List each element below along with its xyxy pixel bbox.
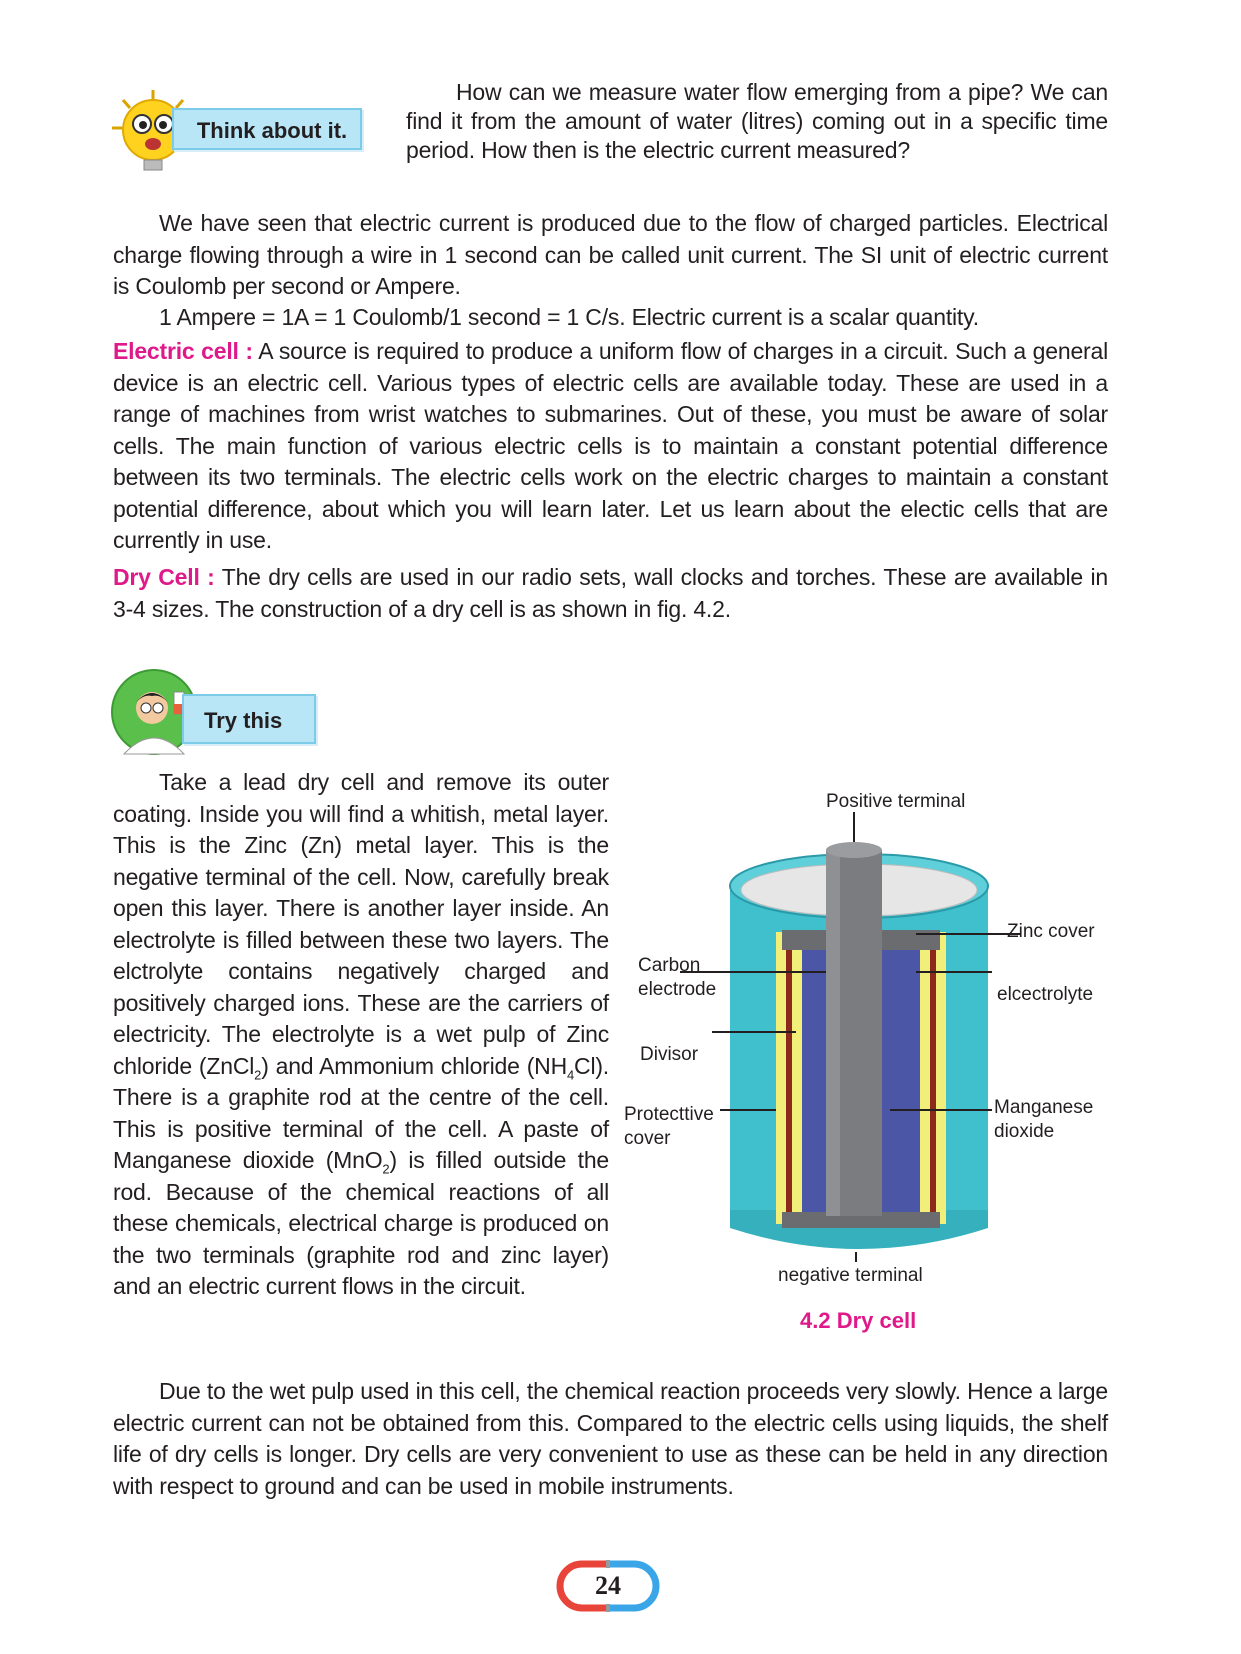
activity-subscript-3: 2 bbox=[382, 1161, 390, 1177]
electric-cell-paragraph bbox=[113, 336, 1108, 557]
intro-paragraph-1: We have seen that electric current is produced due to the flow of charged particles. Electrical charge flowing through a wire in 1 second can be called unit current. The SI unit of electric current is Coulomb per second or Ampere. bbox=[113, 210, 1108, 299]
think-about-it-label: Think about it. bbox=[172, 108, 362, 150]
label-zinc-cover: Zinc cover bbox=[1007, 921, 1095, 942]
intro-paragraph-2: 1 Ampere = 1A = 1 Coulomb/1 second = 1 C/s. Electric current is a scalar quantity. bbox=[159, 304, 979, 330]
activity-text-1: Take a lead dry cell and remove its outer coating. Inside you will find a whitish, metal layer. This is the Zinc (Zn) metal layer. This is the negative terminal of the cell. Now, carefully break open this layer. There is another layer inside. An electrolyte is filled between these two layers. The elctrolyte contains negatively charged and positively charged ions. These are the carriers of electricity. The electrolyte is a wet pulp of Zinc chloride (ZnCl bbox=[113, 769, 609, 1079]
dry-cell-figure bbox=[620, 790, 1120, 1350]
try-this-box bbox=[110, 664, 320, 756]
conclusion-paragraph: Due to the wet pulp used in this cell, the chemical reaction proceeds very slowly. Hence a large electric current can not be obtained from this. Compared to the electric cells using liquids, the shelf life of dry cells is longer. Dry cells are very convenient to use as these can be held in any direction with respect to ground and can be used in mobile instruments. bbox=[113, 1378, 1108, 1499]
dry-cell-term: Dry Cell : bbox=[113, 564, 215, 590]
dry-cell-text: The dry cells are used in our radio sets, wall clocks and torches. These are available in 3-4 sizes. The construction of a dry cell is as shown in fig. 4.2. bbox=[113, 564, 1109, 622]
label-protective-cover-line2: cover bbox=[624, 1128, 671, 1149]
think-about-it-box bbox=[108, 88, 366, 174]
label-manganese-line2: dioxide bbox=[994, 1121, 1055, 1142]
activity-text-3: Cl). There is a graphite rod at the centre of the cell. This is positive terminal of the cell. A paste of Manganese dioxide (MnO bbox=[113, 1052, 610, 1173]
activity-subscript-1: 2 bbox=[254, 1067, 262, 1083]
label-positive-terminal: Positive terminal bbox=[826, 791, 966, 812]
electric-cell-text: A source is required to produce a uniform flow of charges in a circuit. Such a general device is an electric cell. Various types of electric cells are available today. These are used in a range of machines from wrist watches to submarines. Out of these, you must be aware of solar cells. The main function of various electric cells is to maintain a constant potential difference between its two terminals. The electric cells work on the electric charges to maintain a constant potential difference, about which you will learn later. Let us learn about the electic cells that are currently in use. bbox=[113, 338, 1108, 553]
activity-paragraph bbox=[113, 767, 609, 1303]
label-electrolyte: elcectrolyte bbox=[997, 984, 1094, 1005]
dry-cell-paragraph bbox=[113, 562, 1108, 625]
activity-subscript-2: 4 bbox=[567, 1067, 575, 1083]
think-about-it-text: How can we measure water flow emerging from a pipe? We can find it from the amount of water (litres) coming out in a specific time period. How then is the electric current measured? bbox=[406, 79, 1108, 163]
label-negative-terminal: negative terminal bbox=[778, 1265, 923, 1286]
label-carbon-electrode-line2: electrode bbox=[638, 979, 717, 1000]
label-protective-cover-line1: Protecttive bbox=[624, 1104, 714, 1125]
activity-text-4: ) is filled outside the rod. Because of the chemical reactions of all these chemicals, electrical charge is produced on the two terminals (graphite rod and zinc layer) and an electric current flows in the circuit. bbox=[113, 1147, 610, 1299]
try-this-label: Try this bbox=[182, 694, 316, 744]
figure-caption: 4.2 Dry cell bbox=[800, 1308, 917, 1333]
label-carbon-electrode-line1: Carbon bbox=[638, 955, 701, 976]
label-divisor: Divisor bbox=[640, 1044, 699, 1065]
electric-cell-term: Electric cell : bbox=[113, 338, 253, 364]
page-number-badge bbox=[552, 1560, 664, 1612]
page-number: 24 bbox=[595, 1571, 621, 1600]
label-manganese-line1: Manganese bbox=[994, 1097, 1094, 1118]
activity-text-2: ) and Ammonium chloride (NH bbox=[261, 1052, 567, 1079]
